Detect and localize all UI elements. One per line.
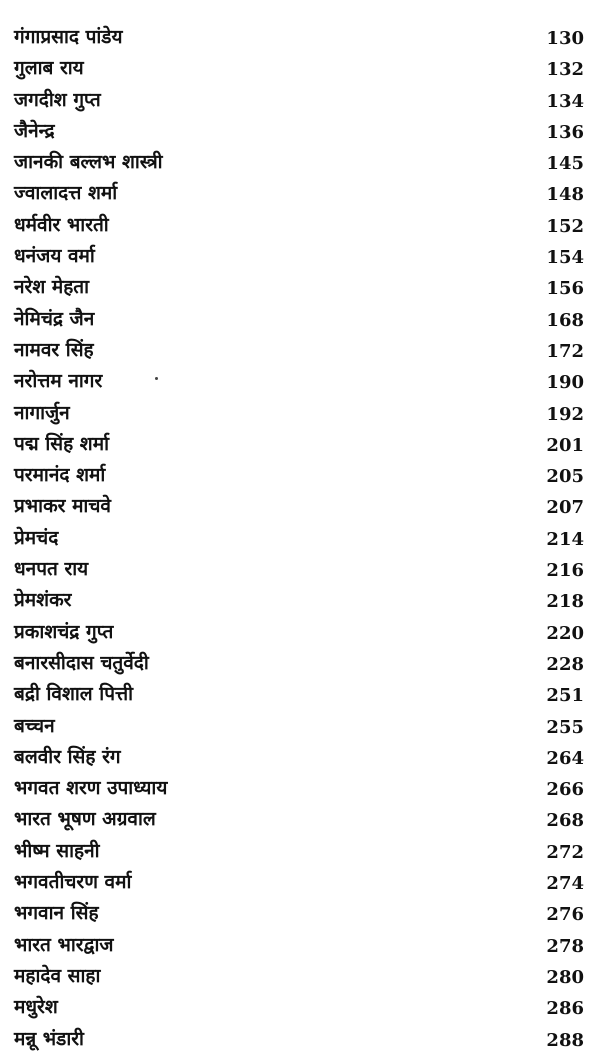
entry-name: बद्री विशाल पित्ती [14,683,134,706]
entry-name: धनंजय वर्मा [14,245,95,268]
index-list [0,22,600,1055]
index-entry [0,147,600,178]
entry-page-number: 205 [546,466,584,488]
entry-page-number: 201 [546,434,584,456]
entry-page-number: 251 [546,685,584,707]
entry-page-number: 130 [546,28,584,49]
index-entry [0,241,600,272]
entry-name: परमानंद शर्मा [14,464,106,487]
entry-name: मधुरेश [14,996,58,1019]
entry-page-number: 220 [546,622,584,644]
index-entry [0,867,600,898]
entry-page-number: 172 [546,340,584,362]
entry-name: जगदीश गुप्त [14,88,101,111]
index-entry [0,53,600,84]
entry-name: जैनेन्द्र [14,119,55,142]
entry-name: पद्म सिंह शर्मा [14,432,110,455]
index-entry [0,898,600,929]
entry-page-number: 286 [546,998,584,1020]
index-entry [0,836,600,867]
index-entry [0,398,600,429]
entry-page-number: 266 [546,779,584,801]
index-entry [0,429,600,460]
entry-name: गुलाब राय [14,57,84,80]
entry-page-number: 190 [546,372,584,394]
entry-page-number: 268 [546,810,584,832]
entry-name: नरेश मेहता [14,276,90,299]
entry-page-number: 274 [546,873,584,895]
entry-page-number: 134 [546,90,584,112]
index-entry [0,679,600,710]
index-entry [0,648,600,679]
entry-page-number: 136 [546,121,584,143]
entry-page-number: 228 [546,653,584,675]
entry-name: भीष्म साहनी [14,839,100,862]
entry-page-number: 218 [546,591,584,613]
entry-name: प्रभाकर माचवे [14,495,111,518]
entry-name: ज्वालादत्त शर्मा [14,182,118,205]
index-entry [0,22,600,53]
entry-name: नेमिचंद्र जैन [14,307,95,330]
entry-name: मन्नू भंडारी [14,1027,84,1050]
entry-page-number: 168 [546,309,584,331]
entry-name: धनपत राय [14,558,89,581]
index-entry [0,335,600,366]
entry-page-number: 192 [546,403,584,425]
index-entry [0,930,600,961]
index-entry [0,804,600,835]
entry-name: भारत भूषण अग्रवाल [14,808,156,831]
index-entry [0,554,600,585]
entry-page-number: 272 [546,841,584,863]
entry-name: बच्चन [14,714,55,737]
index-entry [0,491,600,522]
entry-name: प्रेमचंद [14,526,59,549]
index-entry [0,773,600,804]
index-entry [0,992,600,1023]
index-entry [0,85,600,116]
entry-page-number: 132 [546,59,584,81]
index-entry [0,304,600,335]
index-entry [0,585,600,616]
index-entry [0,460,600,491]
entry-page-number: 280 [546,966,584,988]
entry-page-number: 214 [546,528,584,550]
index-entry [0,366,600,397]
entry-name: धर्मवीर भारती [14,213,109,236]
entry-page-number: 145 [546,153,584,175]
entry-page-number: 255 [546,716,584,738]
index-entry [0,523,600,554]
entry-name: भगवान सिंह [14,902,99,925]
index-entry [0,742,600,773]
print-speck [155,377,158,380]
index-entry [0,178,600,209]
entry-page-number: 278 [546,935,584,957]
entry-name: नरोत्तम नागर [14,370,103,393]
entry-page-number: 288 [546,1029,584,1051]
entry-name: नामवर सिंह [14,338,94,361]
entry-name: गंगाप्रसाद पांडेय [14,26,123,48]
entry-name: प्रकाशचंद्र गुप्त [14,620,114,643]
entry-name: जानकी बल्लभ शास्त्री [14,151,163,174]
entry-page-number: 216 [546,560,584,582]
entry-name: बलवीर सिंह रंग [14,745,121,768]
index-entry [0,1024,600,1055]
entry-page-number: 154 [546,247,584,269]
entry-page-number: 156 [546,278,584,300]
entry-name: महादेव साहा [14,964,101,987]
entry-name: भगवत शरण उपाध्याय [14,777,168,800]
index-entry [0,210,600,241]
entry-name: भगवतीचरण वर्मा [14,871,132,894]
index-entry [0,272,600,303]
index-entry [0,116,600,147]
entry-page-number: 276 [546,904,584,926]
entry-name: भारत भारद्वाज [14,933,114,956]
entry-name: बनारसीदास चतुर्वेदी [14,651,149,674]
entry-page-number: 148 [546,184,584,206]
index-entry [0,617,600,648]
entry-name: नागार्जुन [14,401,70,424]
entry-page-number: 264 [546,747,584,769]
entry-page-number: 207 [546,497,584,519]
index-entry [0,961,600,992]
entry-name: प्रेमशंकर [14,589,72,612]
index-entry [0,711,600,742]
entry-page-number: 152 [546,215,584,237]
